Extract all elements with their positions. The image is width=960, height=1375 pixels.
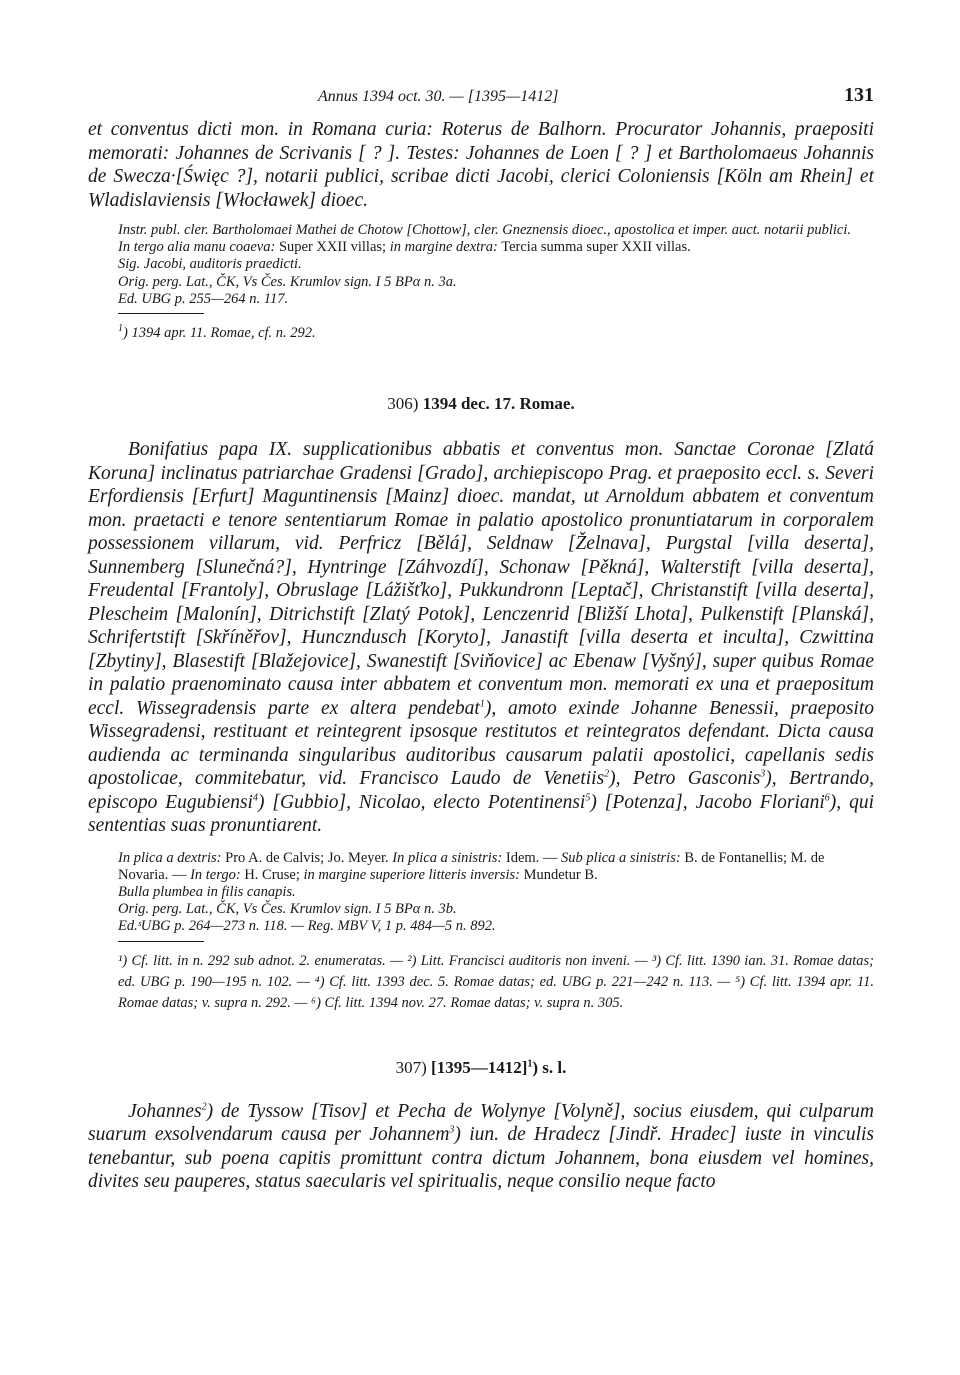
orig-note: Orig. perg. Lat., ČK, Vs Čes. Krumlov sign. I 5 BPα n. 3a. (118, 273, 457, 290)
entry-307-date (431, 1058, 566, 1077)
tergo-label: In tergo alia manu coaeva: (118, 239, 276, 256)
margine-text: Tercia summa super XXII villas. (501, 239, 691, 256)
plica-sinistris-text: Idem. — (505, 849, 558, 866)
text-segment: ), qui sententias suas pronuntiarent. (88, 791, 874, 837)
date-text: [1395—1412] (431, 1057, 528, 1077)
ed-note: Ed. UBG p. 255—264 n. 117. (118, 290, 289, 307)
instrument-note: Instr. publ. cler. Bartholomaei Mathei de Chotow [Chottow], cler. Gneznensis dioec., apostolica et imper. auct. notarii publici. (118, 222, 852, 238)
text-segment: Johannes (128, 1100, 202, 1122)
footnotes-text: ¹) Cf. litt. in n. 292 sub adnot. 2. enumeratas. — ²) Litt. Francisci auditoris non inveni. — ³) Cf. litt. 1390 ian. 31. Romae datas; ed. UBG p. 190—195 n. 102. — ⁴) Cf. litt. 1393 dec. 5. Romae datas; ed. UBG p. 221—242 n. 113. — ⁵) Cf. litt. 1394 apr. 11. Romae datas; v. supra n. 292. — ⁶) Cf. litt. 1394 nov. 27. Romae datas; v. supra n. 305. (118, 952, 874, 1011)
ed-note: Ed.ˢUBG p. 264—273 n. 118. — Reg. MBV V, 1 p. 484—5 n. 892. (118, 918, 496, 935)
footnote-ref: 2 (604, 768, 610, 780)
tergo-label: In tergo: (190, 866, 241, 883)
entry-306-footnotes (118, 951, 874, 1014)
footnote-ref: 6 (824, 792, 830, 804)
footnote-ref: 3 (449, 1124, 455, 1136)
text-segment: Bonifatius papa IX. supplicationibus abbatis et conventus mon. Sanctae Coronae [Zlatá Koruna] inclinatus patriarchae Gradensi [Grado], archiepiscopo Prag. et praeposito eccl. s. Severi Erfordiensis [Erfurt] Maguntinensis [Mainz] dioec. mandat, ut Arnoldum abbatem et conventum mon. praetacti e tenore sententiarum Romae in palatio apostolico pronuntiatarum in corporalem possessionem villarum, vid. Perfricz [Bělá], Seldnaw [Želnava], Purgstal [villa deserta], Sunnemberg [Slunečná?], Hyntringe [Záhvozdí], Schonaw [Pěkná], Walterstift [villa deserta], Freudental [Frantoly], Obruslage [Lážišťko], Pukkundronn [Leptač], Christanstift [villa deserta], Plescheim [Malonín], Ditrichstift [Zlatý Potok], Lenczenrid [Bližší Lhota], Pulkenstift [Planská], Schrifertstift [Skříněřov], Hunczndusch [Koryto], Janastift [villa deserta et inculta], Czwittina [Zbytiny], Blasestift [Blažejovice], Swanestift [Sviňovice] ac Ebenaw [Vyšný], super quibus Romae in palatio praenominato causa inter abbatem et conventum mon. memorati ex una et praepositum eccl. Wissegradensis parte ex altera pendebat (88, 439, 874, 719)
tergo-note (118, 239, 874, 256)
continuation-text: et conventus dicti mon. in Romana curia: Roterus de Balhorn. Procurator Johannis, praepositi memorati: Johannes de Scrivanis [ ? ]. Testes: Johannes de Loen [ ? ] et Bartholomaeus Johannis de Swecza·[Święc ?], notarii publici, scribae dicti Jacobi, clerici Coloniensis [Köln am Rhein] et Wladislaviensis [Włocławek] dioec. (88, 119, 874, 211)
orig-note: Orig. perg. Lat., ČK, Vs Čes. Krumlov sign. I 5 BPα n. 3b. (118, 901, 457, 918)
running-head (88, 84, 874, 110)
running-title: Annus 1394 oct. 30. — [1395—1412] (318, 88, 559, 105)
entry-306-heading (88, 394, 874, 414)
text-segment: ) [Gubbio], Nicolao, electo Potentinensi (257, 791, 586, 813)
tergo-text: Super XXII villas; (278, 239, 387, 256)
footnote-ref: 2 (201, 1101, 207, 1113)
footnote-ref: 5 (585, 792, 591, 804)
footnote-rule (118, 313, 204, 314)
margine-label: in margine superiore litteris inversis: (303, 866, 520, 883)
footnote-rule (118, 941, 204, 942)
margine-label: in margine dextra: (389, 239, 498, 256)
footnote-mark: 1 (118, 323, 123, 335)
footnote-ref: 1 (479, 698, 485, 710)
sub-plica-label: Sub plica a sinistris: (561, 849, 681, 866)
plica-note (118, 850, 874, 884)
footnote-ref: 1 (527, 1057, 533, 1069)
entry-306-notes (118, 850, 874, 936)
entry-307-number: 307) (395, 1057, 427, 1077)
footnote: $^1$) 1394 apr. 11. Romae, cf. n. 292. (118, 323, 316, 342)
tergo-text: H. Cruse; (244, 866, 300, 883)
text-segment: ), Bertrando, episcopo Eugubiensi (88, 768, 874, 813)
text-segment: ), amoto exinde Johanne Benessii, praeposito Wissegradensi, restituant et reintegrent ipsosque restitutos et reintegratos defendant. Dicta causa audienda ac terminanda singularibus auditoribus causarum palatii apostolici, capellanis sedis apostolicae, commitebatur, vid. Francisco Laudo de Venetiis (88, 697, 875, 790)
sub-plica-text: B. de Fontanellis; M. de Novaria. — (118, 849, 825, 883)
page-number: 131 (844, 84, 874, 106)
entry-306-text (88, 438, 874, 838)
bulla-note: Bulla plumbea in filis canapis. (118, 883, 296, 900)
footnote-text: 1394 apr. 11. Romae, cf. n. 292. (131, 325, 316, 342)
entry-306-date: 1394 dec. 17. Romae. (422, 394, 575, 414)
sig-note: Sig. Jacobi, auditoris praedicti. (118, 256, 302, 273)
document-page (88, 84, 874, 1194)
entry-306-number: 306) (387, 394, 419, 414)
text-segment: ) [Potenza], Jacobo Floriani (590, 791, 825, 813)
continuation-notes (118, 222, 874, 308)
plica-dextris-text: Pro A. de Calvis; Jo. Meyer. (225, 849, 389, 866)
footnote-ref: 4 (252, 792, 258, 804)
continuation-footnotes (118, 323, 874, 344)
entry-307-heading (88, 1058, 874, 1078)
date-place: ) s. l. (532, 1057, 567, 1077)
entry-307-text (88, 1100, 874, 1194)
plica-sinistris-label: In plica a sinistris: (392, 849, 503, 866)
text-segment: ) iun. de Hradecz [Jindř. Hradec] iuste in vinculis tenebantur, sub poena capitis promittunt contra dictum Johannem, bona eiusdem vel homines, divites seu pauperes, status saecularis vel spiritualis, neque consilio neque facto (88, 1124, 874, 1193)
margine-text: Mundetur B. (523, 866, 598, 883)
plica-dextris-label: In plica a dextris: (118, 849, 222, 866)
text-segment: ) de Tyssow [Tisov] et Pecha de Wolynye [Volyně], socius eiusdem, qui culparum suarum exsolvendarum causa per Johannem (88, 1100, 874, 1146)
text-segment: ), Petro Gasconis (609, 768, 761, 790)
footnote-ref: 3 (760, 768, 766, 780)
